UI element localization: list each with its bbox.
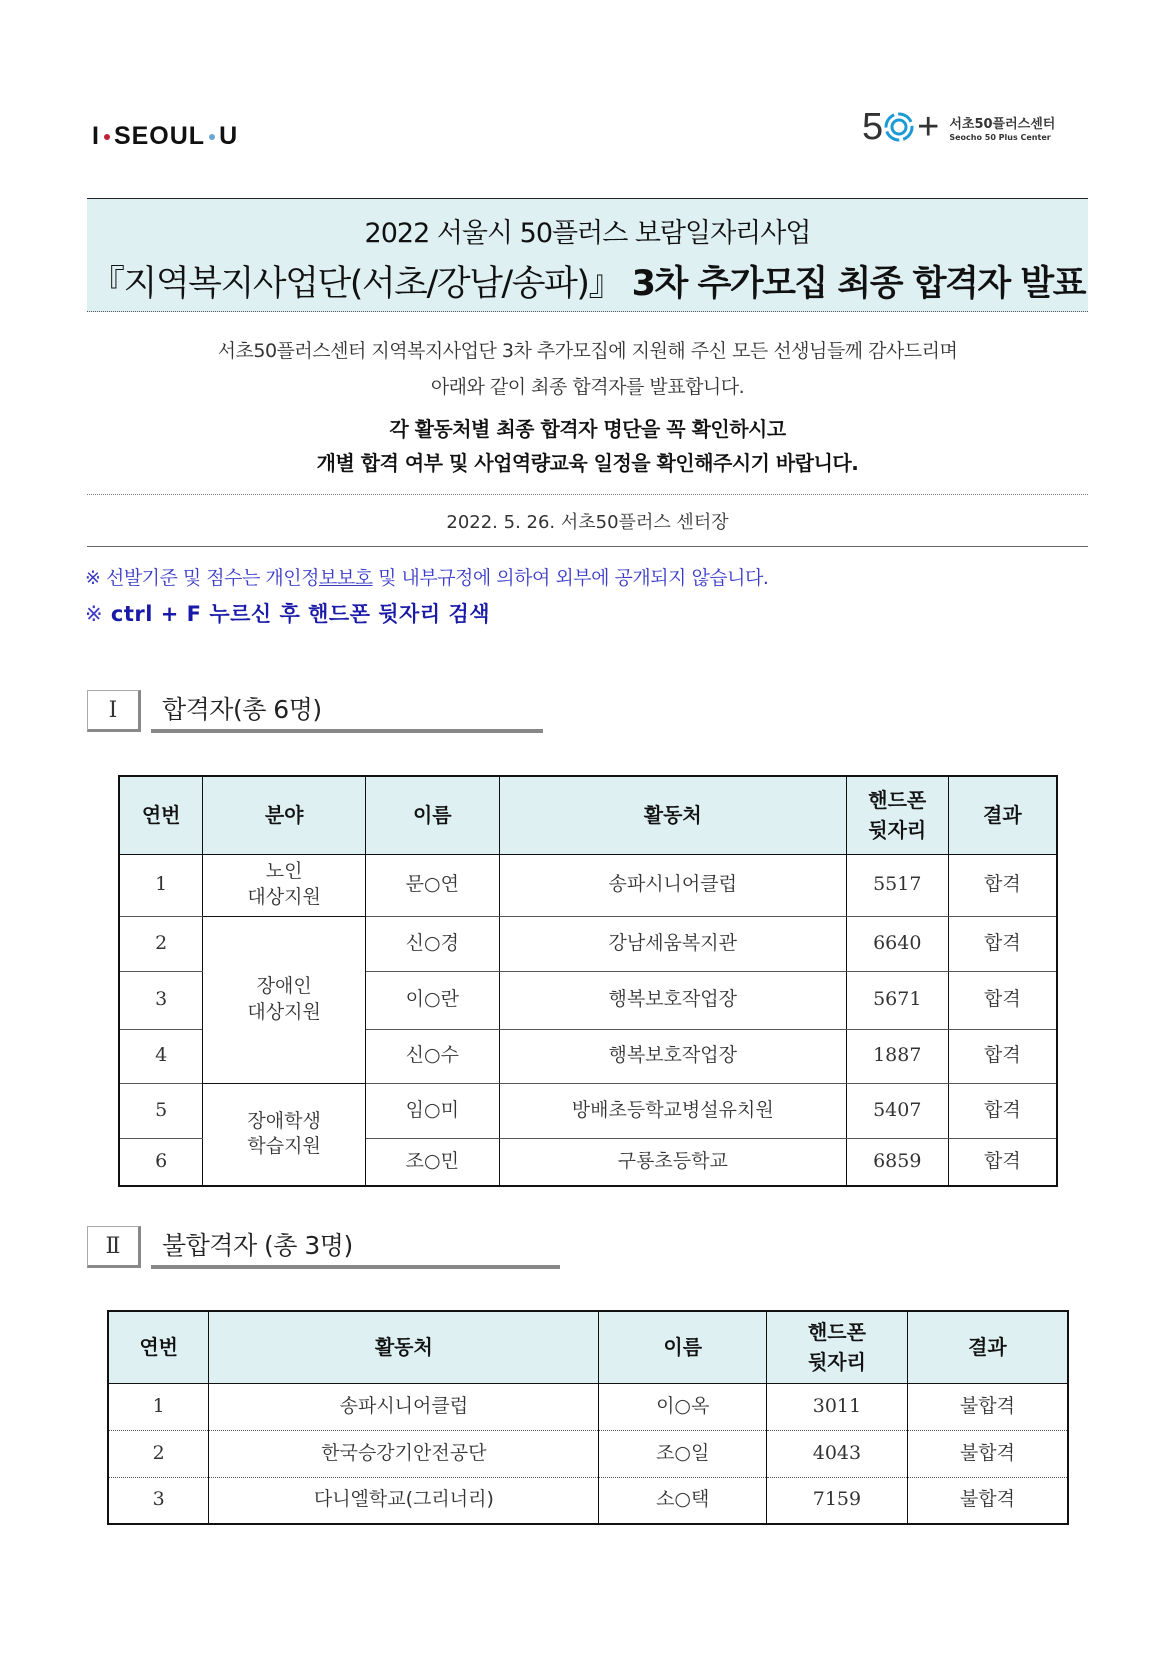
col-no: 연번: [119, 776, 203, 854]
reference-mark-icon: ※: [85, 602, 104, 626]
logo-part-seoul: SEOUL: [113, 122, 206, 150]
row-result: 불합격: [907, 1477, 1068, 1524]
intro-bold-line2: 개별 합격 여부 및 사업역량교육 일정을 확인해주시기 바랍니다.: [316, 451, 859, 475]
passed-table: [118, 775, 1058, 1187]
row-place: 행복보호작업장: [499, 1029, 846, 1083]
row-place: 행복보호작업장: [499, 971, 846, 1029]
table-row: [119, 854, 1057, 916]
row-name: 이○옥: [599, 1383, 767, 1430]
col-phone: [767, 1311, 908, 1383]
i-seoul-u-logo: [92, 122, 238, 151]
row-no: 1: [108, 1383, 209, 1430]
row-phone: 7159: [767, 1477, 908, 1524]
row-place: 송파시니어클럽: [499, 854, 846, 916]
col-phone: [846, 776, 948, 854]
reference-mark-icon: ※: [85, 567, 101, 589]
row-no: 2: [108, 1430, 209, 1477]
row-result: 합격: [948, 971, 1057, 1029]
field-line2: 대상지원: [247, 1000, 321, 1023]
col-no: 연번: [108, 1311, 209, 1383]
row-phone: 5517: [846, 854, 948, 916]
row-name: 이○란: [365, 971, 499, 1029]
table-row: [108, 1430, 1068, 1477]
col-place: 활동처: [499, 776, 846, 854]
table-header-row: [119, 776, 1057, 854]
row-no: 6: [119, 1138, 203, 1186]
col-phone-line2: 뒷자리: [807, 1350, 866, 1375]
field-line1: 장애인: [256, 974, 312, 997]
row-place: 방배초등학교병설유치원: [499, 1083, 846, 1138]
col-result: 결과: [907, 1311, 1068, 1383]
row-result: 합격: [948, 854, 1057, 916]
row-place: 강남세움복지관: [499, 916, 846, 971]
red-dot-icon: [104, 134, 110, 140]
row-name: 조○민: [365, 1138, 499, 1186]
field-line1: 노인: [265, 860, 303, 883]
row-name: 신○수: [365, 1029, 499, 1083]
intro-line1: 서초50플러스센터 지역복지사업단 3차 추가모집에 지원해 주신 모든 선생님들께 감사드리며: [217, 340, 958, 362]
table-row: [108, 1477, 1068, 1524]
row-no: 5: [119, 1083, 203, 1138]
row-result: 합격: [948, 1083, 1057, 1138]
row-result: 불합격: [907, 1383, 1068, 1430]
row-name: 조○일: [599, 1430, 767, 1477]
row-no: 3: [119, 971, 203, 1029]
row-phone: 5671: [846, 971, 948, 1029]
section2-numeral: Ⅱ: [105, 1233, 121, 1259]
title-line2: [87, 256, 1088, 306]
section1-title: 합격자(총 6명): [162, 695, 322, 724]
title-band: [87, 198, 1088, 312]
row-place: 한국승강기안전공단: [209, 1430, 599, 1477]
divider-dotted: [87, 494, 1088, 495]
field-line2: 대상지원: [247, 886, 321, 908]
table-row: [119, 1083, 1057, 1138]
table-row: [119, 916, 1057, 971]
row-no: 4: [119, 1029, 203, 1083]
col-name: 이름: [365, 776, 499, 854]
section2-numeral-box: [87, 1226, 141, 1268]
logo-plus: +: [917, 106, 940, 148]
col-place: 활동처: [209, 1311, 599, 1383]
col-phone-line1: 핸드폰: [868, 788, 927, 813]
row-phone: 6859: [846, 1138, 948, 1186]
logo-part-u: U: [219, 122, 239, 150]
row-no: 1: [119, 854, 203, 916]
title-line1: 2022 서울시 50플러스 보람일자리사업: [364, 218, 811, 249]
logo-number: 5: [862, 106, 884, 148]
row-phone: 1887: [846, 1029, 948, 1083]
col-phone-line2: 뒷자리: [868, 818, 927, 843]
center-name-ko: 서초50플러스센터: [949, 116, 1056, 132]
section1-numeral: Ⅰ: [108, 697, 118, 723]
blue-dot-icon: [209, 134, 215, 140]
row-name: 문○연: [365, 854, 499, 916]
divider-solid: [87, 546, 1088, 547]
table-row: [108, 1383, 1068, 1430]
col-field: 분야: [203, 776, 366, 854]
intro-bold-line1: 각 활동처별 최종 합격자 명단을 꼭 확인하시고: [389, 417, 786, 441]
row-phone: 6640: [846, 916, 948, 971]
row-place: 구룡초등학교: [499, 1138, 846, 1186]
table-header-row: [108, 1311, 1068, 1383]
section2-underline: [151, 1265, 560, 1269]
row-no: 2: [119, 916, 203, 971]
field-line2: 학습지원: [247, 1135, 321, 1158]
signature-line: 2022. 5. 26. 서초50플러스 센터장: [446, 512, 729, 533]
row-result: 합격: [948, 916, 1057, 971]
row-no: 3: [108, 1477, 209, 1524]
row-name: 소○택: [599, 1477, 767, 1524]
note1-text-b: 및 내부규정에 의하여 외부에 공개되지 않습니다.: [372, 567, 769, 589]
center-name-en: Seocho 50 Plus Center: [949, 132, 1051, 142]
row-name: 신○경: [365, 916, 499, 971]
row-place: 다니엘학교(그리너리): [209, 1477, 599, 1524]
row-result: 불합격: [907, 1430, 1068, 1477]
search-tip-note: [85, 598, 490, 628]
target-ring-icon: [883, 111, 915, 143]
col-phone-line1: 핸드폰: [807, 1320, 866, 1345]
field-line1: 장애학생: [247, 1109, 321, 1132]
seocho-50-plus-logo: [862, 108, 1055, 146]
row-field: [203, 1083, 366, 1186]
note1-text-a: 선발기준 및 점수는 개인정: [100, 567, 319, 589]
row-field: [203, 916, 366, 1083]
note1-underlined: 보보호: [318, 567, 373, 589]
row-result: 합격: [948, 1029, 1057, 1083]
row-name: 임○미: [365, 1083, 499, 1138]
title-announcement: 3차 추가모집 최종 합격자 발표: [631, 264, 1085, 304]
section2-title: 불합격자 (총 3명): [162, 1231, 353, 1260]
col-name: 이름: [599, 1311, 767, 1383]
intro-line2: 아래와 같이 최종 합격자를 발표합니다.: [430, 376, 745, 398]
row-phone: 3011: [767, 1383, 908, 1430]
logo-part-i: I: [92, 122, 100, 150]
row-result: 합격: [948, 1138, 1057, 1186]
row-field: [203, 854, 366, 916]
row-phone: 5407: [846, 1083, 948, 1138]
privacy-note: [85, 563, 768, 590]
section1-numeral-box: [87, 690, 141, 732]
title-project-name: 『지역복지사업단(서초/강남/송파)』: [90, 264, 622, 304]
row-place: 송파시니어클럽: [209, 1383, 599, 1430]
failed-table: [107, 1310, 1069, 1525]
note2-text: ctrl + F 누르신 후 핸드폰 뒷자리 검색: [103, 602, 491, 626]
row-phone: 4043: [767, 1430, 908, 1477]
section1-underline: [151, 729, 543, 733]
col-result: 결과: [948, 776, 1057, 854]
